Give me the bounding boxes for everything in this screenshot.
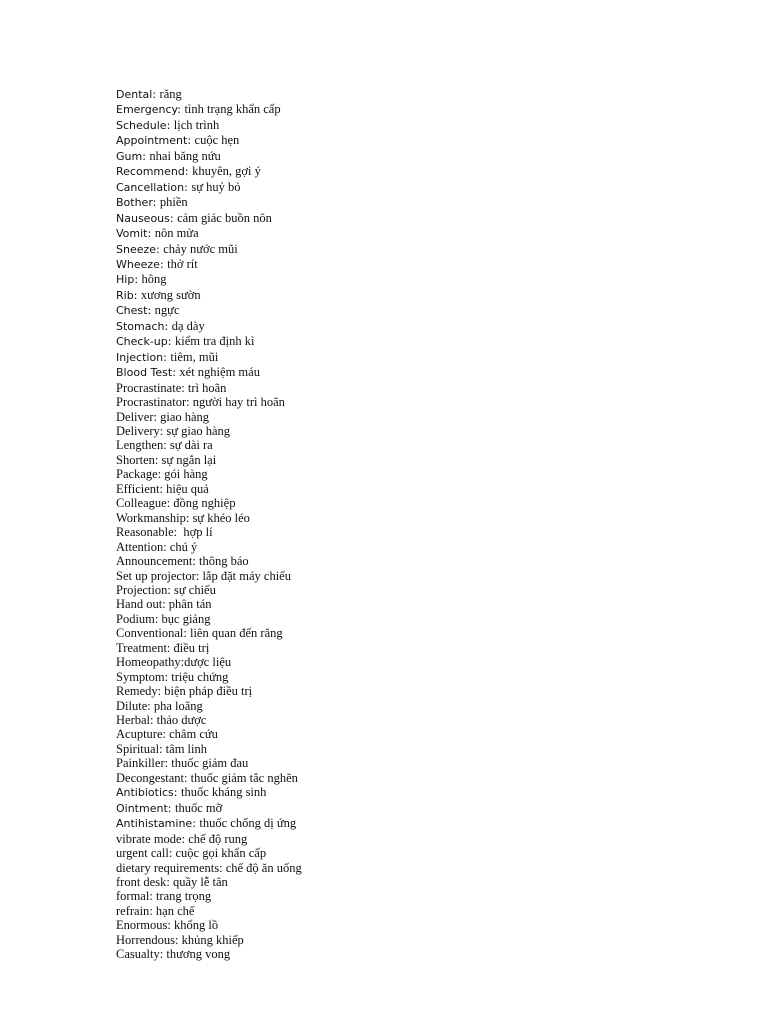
vocab-term: Dental [116,88,153,101]
vocab-term: Colleague [116,496,167,511]
vocab-separator: : [164,669,172,684]
vocab-meaning: sự khéo léo [192,510,250,525]
vocab-entry [116,569,302,583]
vocab-entry [116,424,302,438]
vocab-meaning: tiêm, mũi [170,349,219,364]
vocab-meaning: khủng khiếp [181,932,244,947]
vocab-separator: : [166,496,174,511]
vocab-meaning: dược liệu [184,655,232,670]
vocab-separator: : [159,423,167,438]
vocab-entry [116,334,302,349]
vocab-meaning: lịch trình [173,117,220,132]
vocab-term: formal [116,889,150,904]
vocab-entry [116,211,302,226]
vocab-meaning: chảy nước mũi [163,241,238,256]
vocab-separator: : [167,918,174,933]
vocab-term: Ointment [116,801,168,815]
vocab-meaning: thương vong [166,947,231,962]
vocab-entry [116,288,302,303]
vocab-entry [116,303,302,318]
vocab-meaning: điều trị [173,640,210,655]
vocab-meaning: thuốc kháng sinh [181,785,267,800]
vocab-meaning: thông báo [198,554,249,569]
vocab-term: Injection [116,350,164,364]
vocab-separator: : [159,257,168,271]
vocab-entry [116,350,302,365]
vocab-term: Set up projector [116,568,196,583]
vocab-meaning: cuộc gọi khẩn cấp [175,846,267,861]
vocab-term: Projection [116,582,168,597]
vocab-separator: : [184,180,192,194]
vocab-term: Emergency [116,103,178,117]
vocab-meaning: giao hàng [160,409,210,424]
vocab-entry [116,511,302,525]
vocab-term: Check-up [116,335,168,349]
vocab-term: dietary requirements [116,860,220,875]
vocab-entry [116,699,302,713]
vocab-term: Procrastinate [116,380,182,395]
vocab-term: Lengthen [116,438,164,453]
vocab-term: vibrate mode [116,831,182,846]
vocab-entry [116,626,302,640]
vocab-meaning: thảo dược [156,713,207,728]
vocab-entry [116,655,302,669]
vocab-meaning: thuốc giảm đau [171,756,249,771]
vocab-term: Horrendous [116,932,176,947]
vocab-entry [116,272,302,287]
vocab-term: Recommend [116,165,185,179]
vocab-term: Package [116,467,158,482]
vocab-meaning: trì hoãn [187,380,227,395]
vocab-meaning: triệu chứng [171,669,229,684]
vocab-meaning: cảm giác buồn nôn [177,210,272,225]
vocab-separator: : [168,846,176,861]
vocab-meaning: phiền [159,195,188,210]
vocab-term: Decongestant [116,770,185,785]
vocab-term: Casualty [116,947,160,962]
vocab-separator: : [169,211,178,225]
vocab-term: Hip [116,273,135,287]
vocab-meaning: hợp lí [183,525,213,540]
vocab-term: Sneeze [116,242,157,256]
vocab-separator: : [154,611,162,626]
vocab-separator: : [133,288,141,302]
vocab-term: Announcement [116,554,193,569]
vocab-meaning: tình trạng khẩn cấp [184,102,281,117]
vocab-term: urgent call [116,846,169,861]
vocab-separator: : [147,227,155,241]
vocab-separator: : [152,88,160,101]
vocab-separator: : [167,801,175,815]
vocab-separator: : [181,380,188,395]
vocab-entry [116,756,302,770]
vocab-term: Cancellation [116,180,185,194]
vocab-separator: : [163,438,170,453]
vocab-entry [116,395,302,409]
vocab-term: Bother [116,196,153,210]
vocab-term: Nauseous [116,211,170,225]
vocab-term: Hand out [116,597,163,612]
vocab-entry [116,727,302,741]
vocab-separator: : [147,698,154,713]
vocab-separator: : [183,626,190,641]
vocab-meaning: biện pháp điều trị [164,684,253,699]
vocab-meaning: trang trọng [155,889,212,904]
vocab-entry [116,904,302,918]
vocab-entry [116,102,302,117]
vocab-separator: : [219,860,226,875]
vocab-entry [116,149,302,164]
vocab-separator: : [167,335,175,349]
vocab-separator: : [184,770,191,785]
vocab-meaning: đồng nghiệp [173,496,236,511]
vocab-entry [116,713,302,727]
vocab-term: Spiritual [116,741,160,756]
vocab-separator: : [150,713,157,728]
vocab-term: Conventional [116,626,184,641]
vocab-separator: : [164,319,172,333]
vocab-term: Enormous [116,918,168,933]
vocab-entry [116,670,302,684]
vocab-separator: : [173,786,181,800]
vocab-term: Homeopathy [116,655,181,670]
vocab-separator: : [149,903,156,918]
vocab-entry [116,918,302,932]
vocab-term: Deliver [116,409,154,424]
vocab-term: Attention [116,539,164,554]
vocab-separator: : [159,741,166,756]
vocab-separator: : [166,875,173,890]
vocab-meaning: sự ngắn lại [161,452,217,467]
vocab-term: Schedule [116,118,167,132]
vocab-entry [116,785,302,800]
vocab-entry [116,195,302,210]
vocab-separator: : [175,932,182,947]
vocab-entry [116,226,302,241]
vocabulary-list [116,87,302,962]
vocab-separator: : [192,554,199,569]
vocab-meaning: nôn mửa [154,226,199,241]
vocab-entry [116,832,302,846]
vocab-meaning: chế độ ăn uống [225,860,302,875]
vocab-separator: : [154,452,162,467]
vocab-entry [116,684,302,698]
vocab-meaning: sự huỷ bỏ [191,179,241,194]
vocab-term: Acupture [116,727,163,742]
vocab-term: Painkiller [116,756,165,771]
vocab-meaning: khổng lồ [174,918,219,933]
vocab-entry [116,180,302,195]
vocab-entry [116,933,302,947]
vocab-entry [116,861,302,875]
vocab-entry [116,319,302,334]
vocab-entry [116,771,302,785]
vocab-separator: : [184,165,193,179]
vocab-term: refrain [116,903,150,918]
vocab-term: Delivery [116,423,160,438]
vocab-term: Rib [116,288,134,302]
vocab-meaning: khuyên, gợi ý [192,164,261,179]
vocab-meaning: cuộc hẹn [194,133,240,148]
vocab-separator: : [192,817,200,831]
vocab-term: Blood Test [116,366,173,380]
vocab-term: Appointment [116,134,188,148]
vocab-meaning: chế độ rung [188,831,248,846]
vocab-meaning: dạ dày [171,318,205,333]
vocab-separator: : [163,350,171,364]
vocab-meaning: sự dài ra [169,438,213,453]
vocab-entry [116,87,302,102]
vocab-separator: : [156,242,164,256]
vocab-meaning: tâm linh [165,741,207,756]
vocab-entry [116,133,302,148]
vocab-meaning: hiệu quả [166,481,209,496]
vocab-entry [116,118,302,133]
vocab-entry [116,438,302,452]
vocab-meaning: quầy lễ tân [172,875,228,890]
vocab-term: Antibiotics [116,786,174,800]
vocab-separator: : [159,947,167,962]
vocab-entry [116,816,302,831]
vocab-term: Dilute [116,698,148,713]
vocab-meaning: kiểm tra định kì [174,334,255,349]
vocab-term: Procrastinator [116,395,187,410]
vocab-meaning: ngực [154,303,180,318]
vocab-separator: : [157,467,165,482]
vocab-entry [116,641,302,655]
vocab-meaning: răng [159,87,182,101]
vocab-separator: : [166,118,174,132]
vocab-entry [116,365,302,380]
vocab-entry [116,742,302,756]
vocab-meaning: thuốc giảm tắc nghẽn [190,770,298,785]
vocab-entry [116,496,302,510]
vocab-separator: : [153,409,161,424]
vocab-separator: : [187,134,195,148]
vocab-entry [116,875,302,889]
vocab-term: Chest [116,304,148,318]
vocab-meaning: hạn chế [155,903,195,918]
vocab-term: Herbal [116,713,151,728]
vocab-meaning: chú ý [169,539,198,554]
vocab-separator: : [162,597,169,612]
vocab-term: Efficient [116,481,160,496]
vocab-term: Symptom [116,669,165,684]
vocab-meaning: sự giao hàng [166,423,231,438]
vocab-separator: : [157,684,165,699]
vocab-meaning: sự chiếu [174,582,216,597]
vocab-entry [116,554,302,568]
vocab-meaning: xương sườn [140,287,201,302]
vocab-term: Treatment [116,640,167,655]
vocab-entry [116,889,302,903]
vocab-meaning: phân tán [168,597,212,612]
vocab-meaning: người hay trì hoãn [192,395,285,410]
vocab-term: Gum [116,149,143,163]
vocab-meaning: gói hàng [164,467,208,482]
vocab-meaning: thuốc mỡ [174,800,223,815]
vocab-entry [116,381,302,395]
vocab-entry [116,597,302,611]
vocab-separator: : [181,831,189,846]
vocab-separator: : [167,582,174,597]
vocab-entry [116,242,302,257]
vocab-entry [116,846,302,860]
vocab-entry [116,801,302,816]
vocab-meaning: bục giảng [161,611,211,626]
vocab-separator: : [164,756,172,771]
vocab-meaning: liên quan đến răng [189,626,283,641]
vocab-separator: : [180,655,185,670]
vocab-entry [116,482,302,496]
vocab-separator: : [177,103,185,117]
vocab-entry [116,164,302,179]
vocab-term: Antihistamine [116,817,193,831]
vocab-separator: : [152,196,160,210]
vocab-entry [116,540,302,554]
vocab-separator: : [159,481,167,496]
vocab-term: Vomit [116,227,148,241]
vocab-meaning: xét nghiệm máu [179,365,260,380]
vocab-separator: : [185,510,193,525]
vocab-separator: : [186,395,193,410]
vocab-meaning: thuốc chống dị ứng [199,816,297,831]
vocab-entry [116,525,302,539]
vocab-term: Podium [116,611,155,626]
vocab-meaning: thở rít [167,256,198,271]
vocab-entry [116,453,302,467]
vocab-meaning: nhai băng nứu [149,148,221,163]
vocab-entry [116,583,302,597]
vocab-term: Workmanship [116,510,186,525]
vocab-entry [116,257,302,272]
vocab-term: Remedy [116,684,158,699]
vocab-meaning: lắp đặt máy chiếu [202,568,291,583]
vocab-term: Shorten [116,452,155,467]
vocab-separator: : [147,304,155,318]
vocab-entry [116,947,302,961]
vocab-separator: : [163,539,170,554]
vocab-term: Reasonable [116,525,174,540]
vocab-term: Stomach [116,319,165,333]
vocab-separator: : [149,889,156,904]
vocab-separator: : [166,640,174,655]
vocab-term: front desk [116,875,167,890]
vocab-separator: : [172,366,180,380]
vocab-separator: : [195,568,203,583]
vocab-meaning: hông [141,272,167,287]
vocab-entry [116,612,302,626]
vocab-separator: : [142,149,150,163]
vocab-separator: : [134,273,142,287]
vocab-entry [116,467,302,481]
vocab-meaning: pha loãng [153,698,203,713]
vocab-meaning: châm cứu [169,727,218,742]
vocab-separator: : [173,525,184,540]
vocab-separator: : [162,727,170,742]
vocab-entry [116,410,302,424]
vocab-term: Wheeze [116,257,160,271]
